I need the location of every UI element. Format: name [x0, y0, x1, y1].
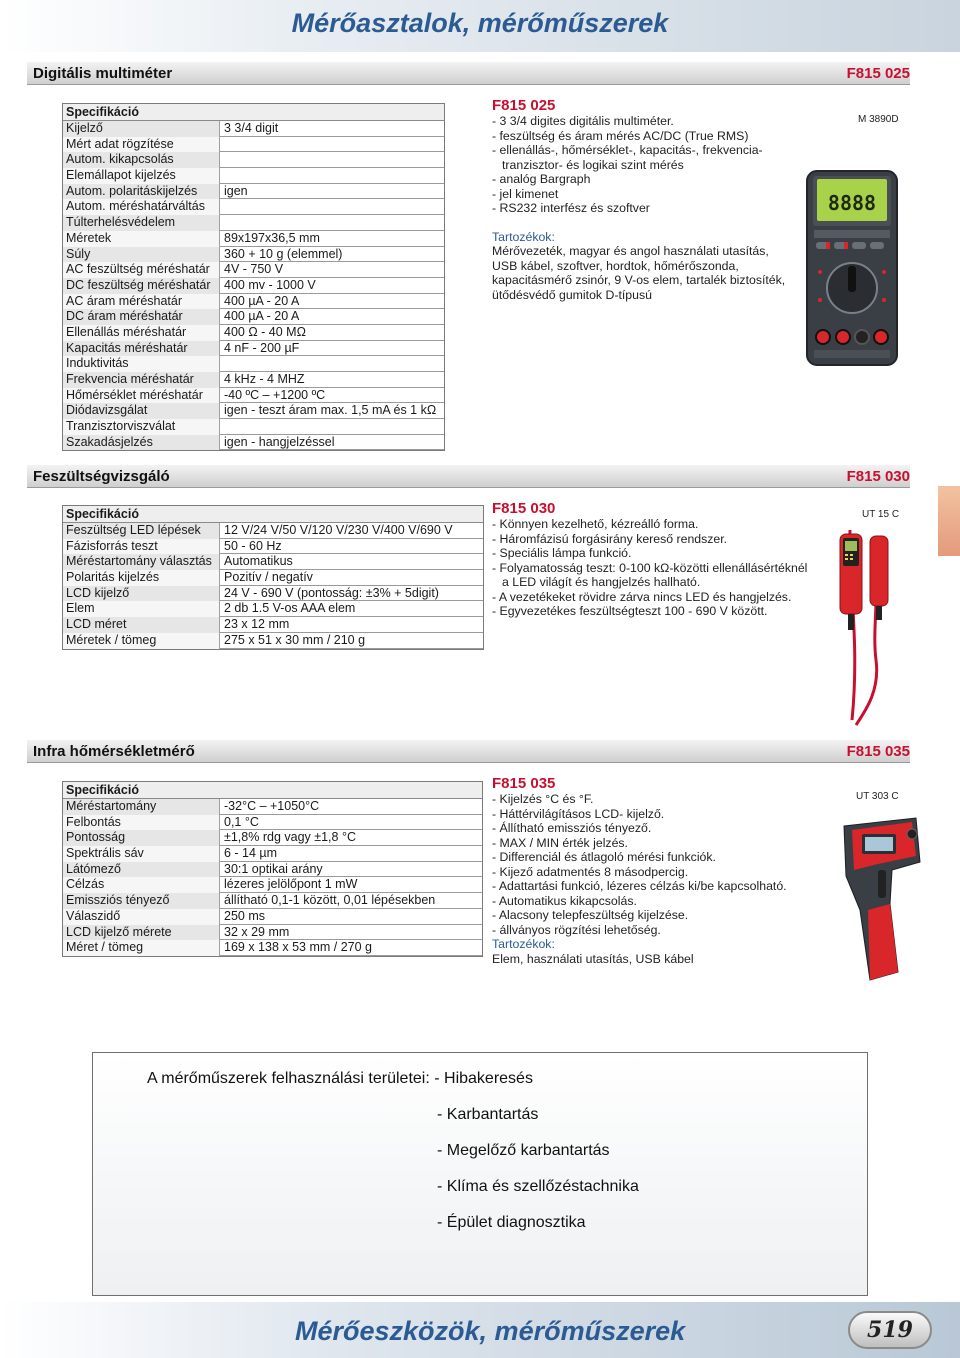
spec-key: Feszültség LED lépések: [63, 523, 220, 539]
spec-table-multimeter: [62, 103, 445, 451]
accessories-list: [492, 244, 785, 302]
spec-row: [63, 388, 444, 404]
spec-key: DC áram méréshatár: [63, 309, 220, 325]
feature-item: - állványos rögzítési lehetőség.: [492, 922, 661, 937]
description-voltage-tester: [492, 500, 807, 619]
product-code: F815 035: [492, 775, 556, 792]
spec-row: [63, 435, 444, 451]
spec-row: [63, 294, 444, 310]
accessories-list: [492, 952, 787, 967]
spec-value: igen - hangjelzéssel: [220, 435, 444, 451]
spec-key: Felbontás: [63, 815, 220, 831]
spec-key: Pontosság: [63, 830, 220, 846]
spec-value: 169 x 138 x 53 mm / 270 g: [220, 940, 482, 956]
spec-value: Automatikus: [220, 554, 483, 570]
section-code: F815 035: [846, 743, 910, 760]
spec-table-voltage-tester: [62, 505, 484, 650]
spec-key: Diódavizsgálat: [63, 403, 220, 419]
accessory-item: Elem, használati utasítás, USB kábel: [492, 951, 694, 966]
section-bar-multimeter: [27, 62, 910, 85]
feature-list: [492, 792, 787, 937]
spec-key: LCD méret: [63, 617, 220, 633]
spec-value: 0,1 °C: [220, 815, 482, 831]
spec-row: [63, 633, 483, 649]
spec-row: [63, 893, 482, 909]
spec-value: [220, 152, 444, 168]
spec-key: Szakadásjelzés: [63, 435, 220, 451]
spec-rows: [63, 799, 482, 956]
spec-value: [220, 215, 444, 231]
feature-item: - Egyvezetékes feszültségteszt 100 - 690 V között.: [492, 604, 768, 618]
product-code: F815 025: [492, 97, 556, 114]
spec-row: [63, 325, 444, 341]
feature-list: [492, 114, 785, 216]
page-number: 519: [848, 1311, 932, 1349]
feature-item: - Állítható emissziós tényező.: [492, 821, 652, 835]
spec-row: [63, 121, 444, 137]
spec-value: 4 kHz - 4 MHZ: [220, 372, 444, 388]
spec-value: állítható 0,1-1 között, 0,01 lépésekben: [220, 893, 482, 909]
feature-item: - jel kimenet: [492, 186, 559, 201]
feature-list: [492, 517, 807, 619]
spec-value: 30:1 optikai arány: [220, 862, 482, 878]
spec-value: [220, 168, 444, 184]
spec-key: Látómező: [63, 862, 220, 878]
application-item: - Karbantartás: [437, 1106, 539, 1123]
product-code: F815 030: [492, 500, 556, 517]
feature-item: - Adattartási funkció, lézeres célzás ki/be kapcsolható.: [492, 879, 787, 893]
spec-header: Specifikáció: [63, 104, 444, 121]
spec-row: [63, 799, 482, 815]
spec-row: [63, 877, 482, 893]
spec-key: Elem: [63, 601, 220, 617]
accessory-item: ütődésvédő gumitok D-típusú: [492, 287, 652, 302]
spec-key: Emissziós tényező: [63, 893, 220, 909]
section-code: F815 025: [846, 65, 910, 82]
spec-value: 360 + 10 g (elemmel): [220, 247, 444, 263]
spec-key: Fázisforrás teszt: [63, 539, 220, 555]
spec-value: -32°C – +1050°C: [220, 799, 482, 815]
description-infrared-thermometer: [492, 775, 787, 966]
spec-row: [63, 554, 483, 570]
spec-key: Ellenállás méréshatár: [63, 325, 220, 341]
feature-item: - Kijelzés °C és °F.: [492, 792, 594, 806]
description-multimeter: [492, 97, 785, 302]
spec-key: Válaszidő: [63, 909, 220, 925]
model-label: M 3890D: [858, 114, 899, 125]
spec-row: [63, 278, 444, 294]
application-item: - Megelőző karbantartás: [437, 1142, 610, 1159]
spec-value: lézeres jelölőpont 1 mW: [220, 877, 482, 893]
spec-value: Pozitív / negatív: [220, 570, 483, 586]
spec-key: Célzás: [63, 877, 220, 893]
spec-value: 32 x 29 mm: [220, 925, 482, 941]
section-code: F815 030: [846, 468, 910, 485]
feature-item: a LED világít és hangjelzés hallható.: [502, 575, 701, 589]
spec-row: [63, 586, 483, 602]
feature-item: tranzisztor- és logikai szint mérés: [502, 157, 684, 172]
feature-item: - Differenciál és átlagoló mérési funkciók.: [492, 850, 716, 864]
spec-value: 400 µA - 20 A: [220, 309, 444, 325]
accessory-item: kapacitásmérő zsinór, 9 V-os elem, tartalék biztosíték,: [492, 273, 786, 287]
spec-row: [63, 168, 444, 184]
spec-key: LCD kijelző: [63, 586, 220, 602]
feature-item: - RS232 interfész és szoftver: [492, 201, 650, 215]
spec-key: Túlterhelésvédelem: [63, 215, 220, 231]
model-label: UT 303 C: [856, 791, 899, 802]
model-label: UT 15 C: [862, 509, 900, 520]
spec-key: Autom. kikapcsolás: [63, 152, 220, 168]
feature-item: - Háttérvilágításos LCD- kijelző.: [492, 806, 665, 821]
section-title: Feszültségvizsgáló: [33, 468, 170, 485]
spec-row: [63, 372, 444, 388]
section-bar-voltage-tester: [27, 465, 910, 488]
footer-title: Mérőeszközök, mérőműszerek: [295, 1316, 686, 1346]
feature-item: - A vezetékeket rövidre zárva nincs LED és hangjelzés.: [492, 589, 792, 604]
spec-value: 23 x 12 mm: [220, 617, 483, 633]
accessories-heading: Tartozékok:: [492, 229, 555, 244]
spec-value: 12 V/24 V/50 V/120 V/230 V/400 V/690 V: [220, 523, 483, 539]
spec-key: AC feszültség méréshatár: [63, 262, 220, 278]
spec-key: Méret / tömeg: [63, 940, 220, 956]
feature-item: - Háromfázisú forgásirány kereső rendszer.: [492, 531, 728, 546]
spec-key: Méretek: [63, 231, 220, 247]
section-bar-infrared-thermometer: [27, 740, 910, 763]
spec-row: [63, 830, 482, 846]
spec-key: Induktivitás: [63, 356, 220, 372]
spec-key: AC áram méréshatár: [63, 294, 220, 310]
accessory-item: USB kábel, szoftver, hordtok, hőmérőszonda,: [492, 258, 739, 273]
spec-row: [63, 152, 444, 168]
spec-row: [63, 247, 444, 263]
spec-rows: [63, 121, 444, 450]
spec-value: 24 V - 690 V (pontosság: ±3% + 5digit): [220, 586, 483, 602]
side-tab: [938, 486, 960, 556]
spec-header: Specifikáció: [63, 506, 483, 523]
spec-row: [63, 262, 444, 278]
spec-value: [220, 137, 444, 153]
spec-row: [63, 846, 482, 862]
spec-row: [63, 309, 444, 325]
spec-row: [63, 215, 444, 231]
spec-key: Autom. méréshatárváltás: [63, 199, 220, 215]
spec-value: 2 db 1.5 V-os AAA elem: [220, 601, 483, 617]
spec-value: 3 3/4 digit: [220, 121, 444, 137]
spec-row: [63, 341, 444, 357]
spec-value: ±1,8% rdg vagy ±1,8 °C: [220, 830, 482, 846]
spec-value: 250 ms: [220, 909, 482, 925]
applications-box: [92, 1052, 868, 1296]
spec-key: Kijelző: [63, 121, 220, 137]
applications-intro: A mérőműszerek felhasználási területei: - Hibakeresés: [147, 1070, 533, 1087]
spec-row: [63, 815, 482, 831]
application-item: - Klíma és szellőzéstachnika: [437, 1178, 639, 1195]
spec-row: [63, 940, 482, 956]
spec-row: [63, 403, 444, 419]
spec-key: Hőmérséklet méréshatár: [63, 388, 220, 404]
section-title: Digitális multiméter: [33, 65, 173, 82]
spec-value: [220, 199, 444, 215]
feature-item: - MAX / MIN érték jelzés.: [492, 835, 628, 850]
spec-value: 4 nF - 200 µF: [220, 341, 444, 357]
voltage-tester-image: [826, 520, 910, 730]
spec-value: igen - teszt áram max. 1,5 mA és 1 kΩ: [220, 403, 444, 419]
spec-row: [63, 617, 483, 633]
spec-row: [63, 909, 482, 925]
spec-value: 400 µA - 20 A: [220, 294, 444, 310]
spec-row: [63, 862, 482, 878]
spec-value: igen: [220, 184, 444, 200]
feature-item: - Kijező adatmentés 8 másodpercig.: [492, 864, 689, 879]
accessories-heading: Tartozékok:: [492, 937, 555, 951]
spec-row: [63, 184, 444, 200]
feature-item: - analóg Bargraph: [492, 172, 591, 186]
spec-key: Méréstartomány: [63, 799, 220, 815]
spec-key: Frekvencia méréshatár: [63, 372, 220, 388]
page-title: Mérőasztalok, mérőműszerek: [291, 8, 669, 38]
spec-row: [63, 570, 483, 586]
spec-value: 89x197x36,5 mm: [220, 231, 444, 247]
feature-item: - Könnyen kezelhető, kézreálló forma.: [492, 517, 699, 531]
feature-item: - feszültség és áram mérés AC/DC (True RMS): [492, 128, 749, 143]
spec-key: Kapacitás méréshatár: [63, 341, 220, 357]
application-item: - Épület diagnosztika: [437, 1214, 586, 1231]
section-title: Infra hőmérsékletmérő: [33, 743, 195, 760]
spec-value: 50 - 60 Hz: [220, 539, 483, 555]
spec-value: 6 - 14 µm: [220, 846, 482, 862]
spec-key: Méretek / tömeg: [63, 633, 220, 649]
spec-key: Mért adat rögzítése: [63, 137, 220, 153]
feature-item: - Alacsony telepfeszültség kijelzése.: [492, 908, 689, 922]
multimeter-image: [806, 170, 898, 366]
spec-row: [63, 601, 483, 617]
spec-value: 275 x 51 x 30 mm / 210 g: [220, 633, 483, 649]
spec-row: [63, 539, 483, 555]
spec-value: -40 ºC – +1200 ºC: [220, 388, 444, 404]
spec-row: [63, 356, 444, 372]
feature-item: - ellenállás-, hőmérséklet-, kapacitás-, frekvencia-: [492, 143, 763, 157]
spec-value: [220, 356, 444, 372]
spec-key: Autom. polaritáskijelzés: [63, 184, 220, 200]
spec-key: Tranzisztorviszválat: [63, 419, 220, 435]
spec-value: 400 Ω - 40 MΩ: [220, 325, 444, 341]
spec-row: [63, 419, 444, 435]
spec-key: Méréstartomány választás: [63, 554, 220, 570]
spec-row: [63, 925, 482, 941]
spec-row: [63, 137, 444, 153]
spec-header: Specifikáció: [63, 782, 482, 799]
spec-table-infrared-thermometer: [62, 781, 483, 957]
spec-value: 4V - 750 V: [220, 262, 444, 278]
spec-value: [220, 419, 444, 435]
infrared-thermometer-image: [838, 812, 924, 984]
spec-key: Spektrális sáv: [63, 846, 220, 862]
feature-item: - Automatikus kikapcsolás.: [492, 893, 637, 908]
spec-key: DC feszültség méréshatár: [63, 278, 220, 294]
feature-item: - 3 3/4 digites digitális multiméter.: [492, 114, 674, 128]
spec-key: LCD kijelző mérete: [63, 925, 220, 941]
spec-key: Súly: [63, 247, 220, 263]
lcd-digits: 8888: [827, 191, 877, 215]
spec-rows: [63, 523, 483, 649]
spec-row: [63, 199, 444, 215]
spec-key: Polaritás kijelzés: [63, 570, 220, 586]
accessory-item: Mérővezeték, magyar és angol használati utasítás,: [492, 244, 769, 258]
spec-value: 400 mv - 1000 V: [220, 278, 444, 294]
spec-row: [63, 523, 483, 539]
feature-item: - Speciális lámpa funkció.: [492, 546, 632, 560]
feature-item: - Folyamatosság teszt: 0-100 kΩ-közötti ellenállásértéknél: [492, 560, 808, 575]
spec-key: Elemállapot kijelzés: [63, 168, 220, 184]
spec-row: [63, 231, 444, 247]
